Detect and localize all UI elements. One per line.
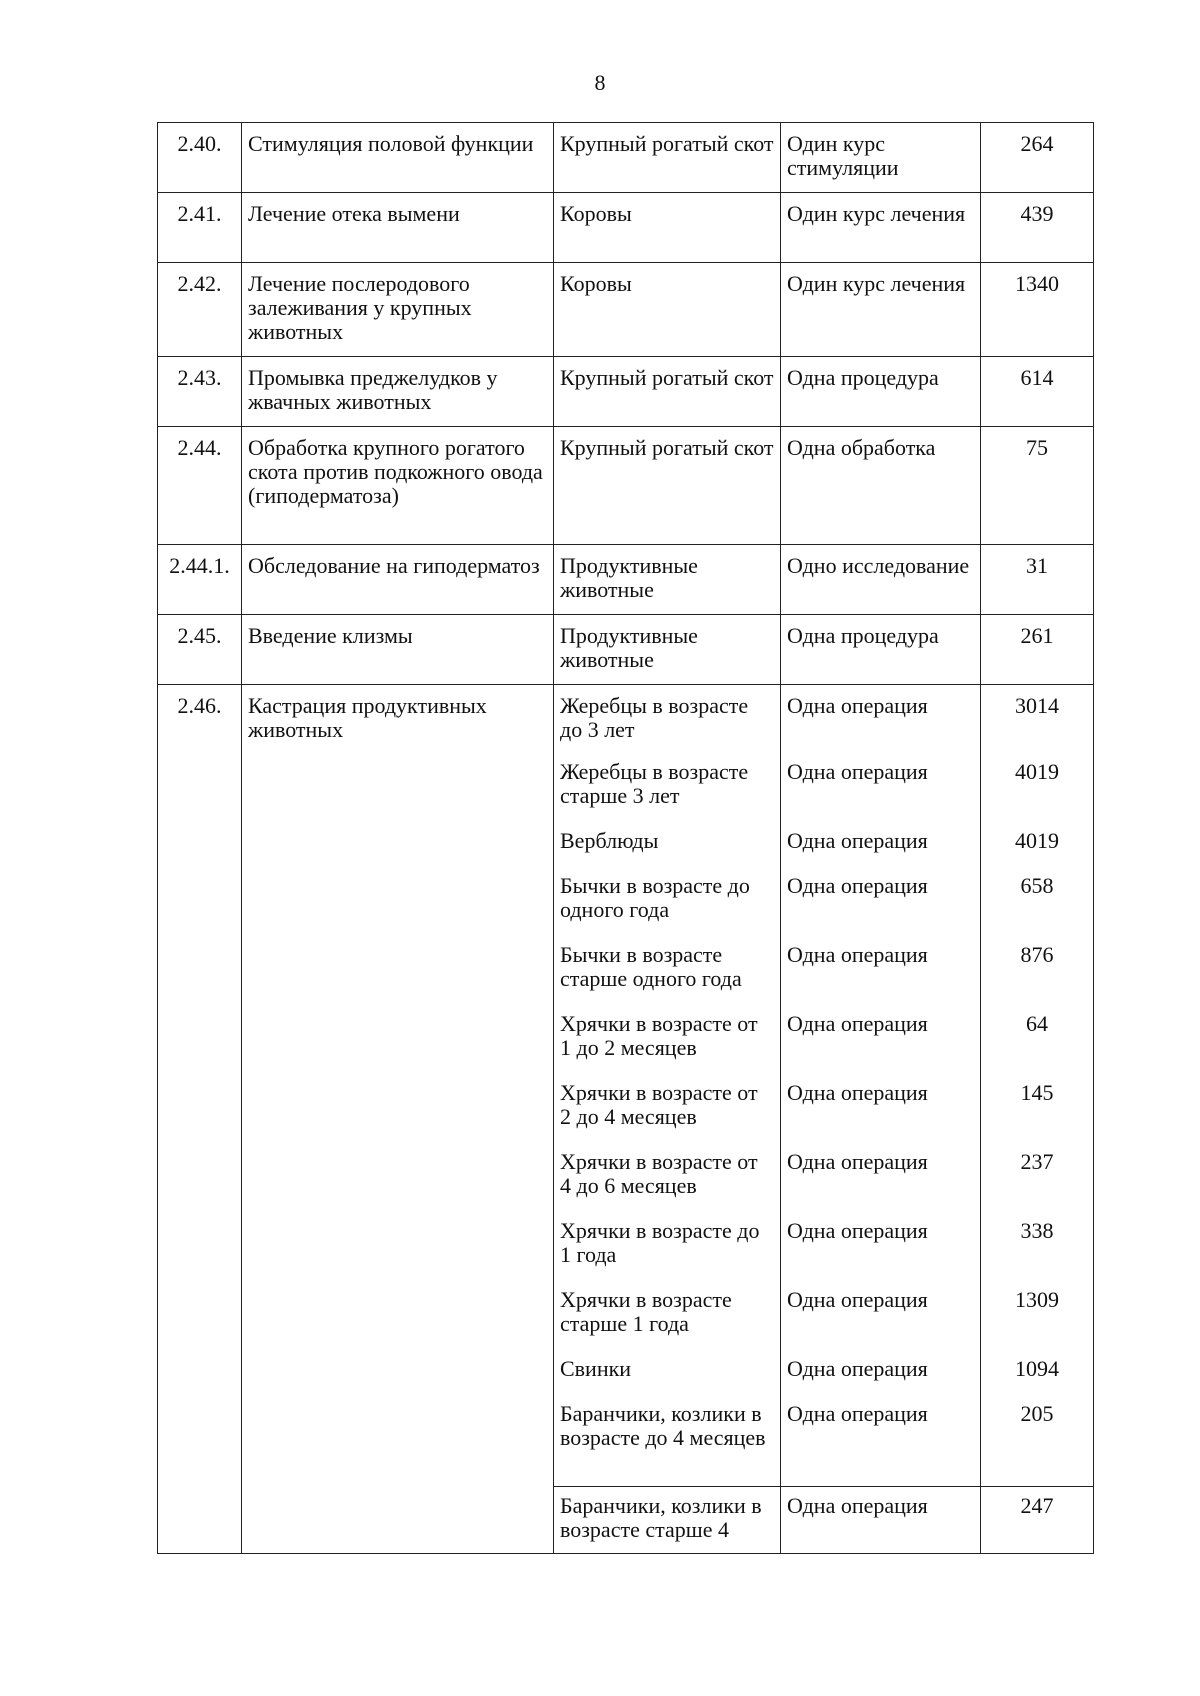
price: 3014 (981, 685, 1094, 753)
unit-of-service: Один курс лечения (781, 263, 981, 357)
table-row (158, 936, 1094, 1005)
animal-type: Баранчики, козлики в возрасте до 4 месяцев (554, 1395, 781, 1487)
item-number: 2.42. (158, 263, 242, 357)
unit-of-service: Одна операция (781, 1487, 981, 1554)
unit-of-service: Одна процедура (781, 357, 981, 427)
animal-type: Продуктивные животные (554, 545, 781, 615)
unit-of-service: Одна операция (781, 1074, 981, 1143)
item-number: 2.40. (158, 123, 242, 193)
table-row (158, 867, 1094, 936)
unit-of-service: Один курс лечения (781, 193, 981, 263)
price: 75 (981, 427, 1094, 545)
animal-type: Хрячки в возрасте до 1 года (554, 1212, 781, 1281)
price: 261 (981, 615, 1094, 685)
price: 145 (981, 1074, 1094, 1143)
animal-type: Коровы (554, 263, 781, 357)
table-row (158, 1212, 1094, 1281)
unit-of-service: Одна операция (781, 1212, 981, 1281)
table-row (158, 357, 1094, 427)
table-row (158, 822, 1094, 867)
animal-type: Коровы (554, 193, 781, 263)
price: 1340 (981, 263, 1094, 357)
unit-of-service: Один курс стимуляции (781, 123, 981, 193)
animal-type: Крупный рогатый скот (554, 427, 781, 545)
animal-type: Бычки в возрасте до одного года (554, 867, 781, 936)
price: 1094 (981, 1350, 1094, 1395)
item-number: 2.44. (158, 427, 242, 545)
animal-type: Баранчики, козлики в возрасте старше 4 (554, 1487, 781, 1554)
table-row (158, 1143, 1094, 1212)
price: 614 (981, 357, 1094, 427)
service-name: Обработка крупного рогатого скота против подкожного овода (гиподерматоза) (242, 427, 554, 545)
animal-type: Хрячки в возрасте старше 1 года (554, 1281, 781, 1350)
unit-of-service: Одна операция (781, 1281, 981, 1350)
table-row (158, 753, 1094, 822)
item-number: 2.44.1. (158, 545, 242, 615)
table-row (158, 1074, 1094, 1143)
price: 876 (981, 936, 1094, 1005)
price: 439 (981, 193, 1094, 263)
unit-of-service: Одна операция (781, 1395, 981, 1487)
price: 4019 (981, 753, 1094, 822)
table-row (158, 685, 1094, 753)
item-number: 2.46. (158, 685, 242, 753)
animal-type: Жеребцы в возрасте старше 3 лет (554, 753, 781, 822)
animal-type: Хрячки в возрасте от 4 до 6 месяцев (554, 1143, 781, 1212)
table-row (158, 263, 1094, 357)
unit-of-service: Одна операция (781, 685, 981, 753)
price: 64 (981, 1005, 1094, 1074)
table-row (158, 1395, 1094, 1487)
service-name: Лечение отека вымени (242, 193, 554, 263)
unit-of-service: Одна операция (781, 1350, 981, 1395)
price: 205 (981, 1395, 1094, 1487)
animal-type: Верблюды (554, 822, 781, 867)
unit-of-service: Одна операция (781, 1005, 981, 1074)
price: 4019 (981, 822, 1094, 867)
unit-of-service: Одна операция (781, 936, 981, 1005)
price: 658 (981, 867, 1094, 936)
unit-of-service: Одна операция (781, 753, 981, 822)
animal-type: Крупный рогатый скот (554, 357, 781, 427)
animal-type: Жеребцы в возрасте до 3 лет (554, 685, 781, 753)
price: 338 (981, 1212, 1094, 1281)
price: 264 (981, 123, 1094, 193)
animal-type: Свинки (554, 1350, 781, 1395)
unit-of-service: Одна процедура (781, 615, 981, 685)
table-row (158, 545, 1094, 615)
price: 247 (981, 1487, 1094, 1554)
service-name: Лечение послеродового залеживания у крупных животных (242, 263, 554, 357)
table-row (158, 1005, 1094, 1074)
unit-of-service: Одна обработка (781, 427, 981, 545)
table-row (158, 193, 1094, 263)
service-name: Кастрация продуктивных животных (242, 685, 554, 753)
unit-of-service: Одно исследование (781, 545, 981, 615)
item-number: 2.43. (158, 357, 242, 427)
table-row (158, 1281, 1094, 1350)
service-name: Введение клизмы (242, 615, 554, 685)
service-name: Промывка преджелудков у жвачных животных (242, 357, 554, 427)
animal-type: Крупный рогатый скот (554, 123, 781, 193)
service-name: Обследование на гиподерматоз (242, 545, 554, 615)
table-row (158, 1350, 1094, 1395)
animal-type: Продуктивные животные (554, 615, 781, 685)
price: 31 (981, 545, 1094, 615)
page-number: 8 (594, 70, 606, 95)
table-row (158, 615, 1094, 685)
table-row (158, 123, 1094, 193)
animal-type: Хрячки в возрасте от 1 до 2 месяцев (554, 1005, 781, 1074)
item-number: 2.41. (158, 193, 242, 263)
service-name: Стимуляция половой функции (242, 123, 554, 193)
price: 237 (981, 1143, 1094, 1212)
unit-of-service: Одна операция (781, 1143, 981, 1212)
table-row (158, 1487, 1094, 1554)
price-table (157, 122, 1094, 1554)
unit-of-service: Одна операция (781, 867, 981, 936)
animal-type: Хрячки в возрасте от 2 до 4 месяцев (554, 1074, 781, 1143)
animal-type: Бычки в возрасте старше одного года (554, 936, 781, 1005)
item-number: 2.45. (158, 615, 242, 685)
price: 1309 (981, 1281, 1094, 1350)
table-row (158, 427, 1094, 545)
unit-of-service: Одна операция (781, 822, 981, 867)
